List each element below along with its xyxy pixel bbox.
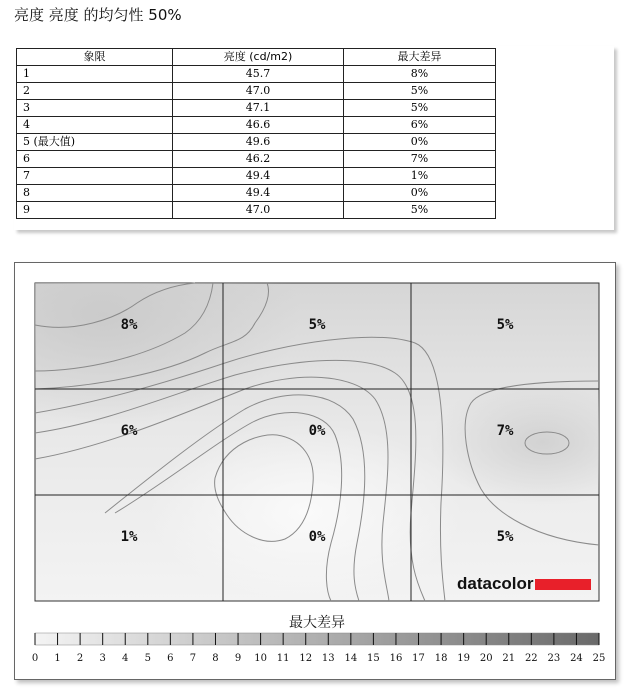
colorbar-tick-label: 17 bbox=[412, 653, 425, 664]
colorbar-label: 最大差异 bbox=[289, 615, 345, 631]
cell-label-r3c3: 5% bbox=[496, 529, 514, 545]
datacolor-wordmark: datacolor bbox=[457, 574, 534, 593]
table-row bbox=[17, 168, 496, 185]
cell-label-r1c1: 8% bbox=[120, 317, 138, 333]
cell-label-r2c2: 0% bbox=[308, 423, 326, 439]
colorbar-tick-label: 4 bbox=[122, 653, 129, 664]
colorbar-tick-label: 6 bbox=[167, 653, 174, 664]
quadrant-cell: 8 bbox=[17, 185, 173, 202]
max-diff-cell: 7% bbox=[344, 151, 496, 168]
cell-label-r2c3: 7% bbox=[496, 423, 514, 439]
colorbar-tick-label: 13 bbox=[321, 653, 335, 664]
colorbar-tick-label: 12 bbox=[299, 653, 313, 664]
page-title: 亮度 亮度 的均匀性 50% bbox=[14, 6, 182, 24]
table-row bbox=[17, 185, 496, 202]
luminance-cell: 49.6 bbox=[173, 134, 344, 151]
table-row bbox=[17, 117, 496, 134]
cell-label-r1c2: 5% bbox=[308, 317, 326, 333]
max-diff-cell: 0% bbox=[344, 134, 496, 151]
table-row bbox=[17, 202, 496, 219]
colorbar-tick-label: 2 bbox=[76, 653, 84, 664]
uniformity-table-card bbox=[14, 46, 614, 230]
colorbar bbox=[32, 633, 606, 664]
table-row bbox=[17, 83, 496, 100]
table-row bbox=[17, 100, 496, 117]
colorbar-tick-label: 7 bbox=[189, 653, 197, 664]
colorbar-tick-label: 9 bbox=[234, 653, 242, 664]
colorbar-tick-label: 25 bbox=[592, 653, 606, 664]
colorbar-tick-label: 3 bbox=[99, 653, 106, 664]
table-header-row bbox=[17, 49, 496, 66]
quadrant-cell: 1 bbox=[17, 66, 173, 83]
colorbar-tick-label: 18 bbox=[434, 653, 448, 664]
quadrant-cell: 7 bbox=[17, 168, 173, 185]
colorbar-tick-label: 11 bbox=[276, 653, 290, 664]
luminance-cell: 47.0 bbox=[173, 83, 344, 100]
quadrant-cell: 6 bbox=[17, 151, 173, 168]
quadrant-cell: 5 (最大值) bbox=[17, 134, 173, 151]
colorbar-tick-label: 21 bbox=[502, 653, 516, 664]
luminance-cell: 46.6 bbox=[173, 117, 344, 134]
quadrant-cell: 4 bbox=[17, 117, 173, 134]
colorbar-tick-label: 19 bbox=[457, 653, 471, 664]
colorbar-tick-label: 23 bbox=[547, 653, 561, 664]
cell-label-r3c2: 0% bbox=[308, 529, 326, 545]
colorbar-tick-label: 15 bbox=[367, 653, 380, 664]
colorbar-tick-label: 10 bbox=[254, 653, 267, 664]
luminance-cell: 49.4 bbox=[173, 185, 344, 202]
luminance-cell: 47.1 bbox=[173, 100, 344, 117]
cell-label-r1c3: 5% bbox=[496, 317, 514, 333]
max-diff-cell: 5% bbox=[344, 202, 496, 219]
quadrant-cell: 3 bbox=[17, 100, 173, 117]
colorbar-tick-label: 1 bbox=[54, 653, 61, 664]
max-diff-cell: 1% bbox=[344, 168, 496, 185]
luminance-cell: 45.7 bbox=[173, 66, 344, 83]
header-luminance: 亮度 (cd/m2) bbox=[173, 49, 344, 66]
colorbar-tick-label: 20 bbox=[479, 653, 493, 664]
header-quadrant: 象限 bbox=[17, 49, 173, 66]
luminance-cell: 46.2 bbox=[173, 151, 344, 168]
cell-label-r3c1: 1% bbox=[120, 529, 138, 545]
uniformity-table bbox=[16, 48, 496, 219]
max-diff-cell: 5% bbox=[344, 100, 496, 117]
uniformity-contour-map bbox=[15, 263, 615, 679]
colorbar-tick-label: 24 bbox=[570, 653, 583, 664]
quadrant-cell: 9 bbox=[17, 202, 173, 219]
table-row bbox=[17, 134, 496, 151]
luminance-cell: 47.0 bbox=[173, 202, 344, 219]
colorbar-tick-label: 5 bbox=[144, 653, 151, 664]
luminance-cell: 49.4 bbox=[173, 168, 344, 185]
colorbar-tick-label: 14 bbox=[344, 653, 358, 664]
max-diff-cell: 5% bbox=[344, 83, 496, 100]
colorbar-tick-label: 0 bbox=[31, 653, 39, 664]
colorbar-tick-label: 16 bbox=[389, 653, 403, 664]
table-row bbox=[17, 66, 496, 83]
max-diff-cell: 6% bbox=[344, 117, 496, 134]
quadrant-cell: 2 bbox=[17, 83, 173, 100]
cell-label-r2c1: 6% bbox=[120, 423, 138, 439]
table-row bbox=[17, 151, 496, 168]
header-max-diff: 最大差异 bbox=[344, 49, 496, 66]
max-diff-cell: 8% bbox=[344, 66, 496, 83]
colorbar-tick-label: 8 bbox=[212, 653, 219, 664]
max-diff-cell: 0% bbox=[344, 185, 496, 202]
datacolor-red-bar bbox=[535, 579, 591, 590]
colorbar-gradient bbox=[35, 633, 599, 645]
colorbar-tick-label: 22 bbox=[524, 653, 538, 664]
uniformity-chart-card bbox=[14, 262, 616, 680]
